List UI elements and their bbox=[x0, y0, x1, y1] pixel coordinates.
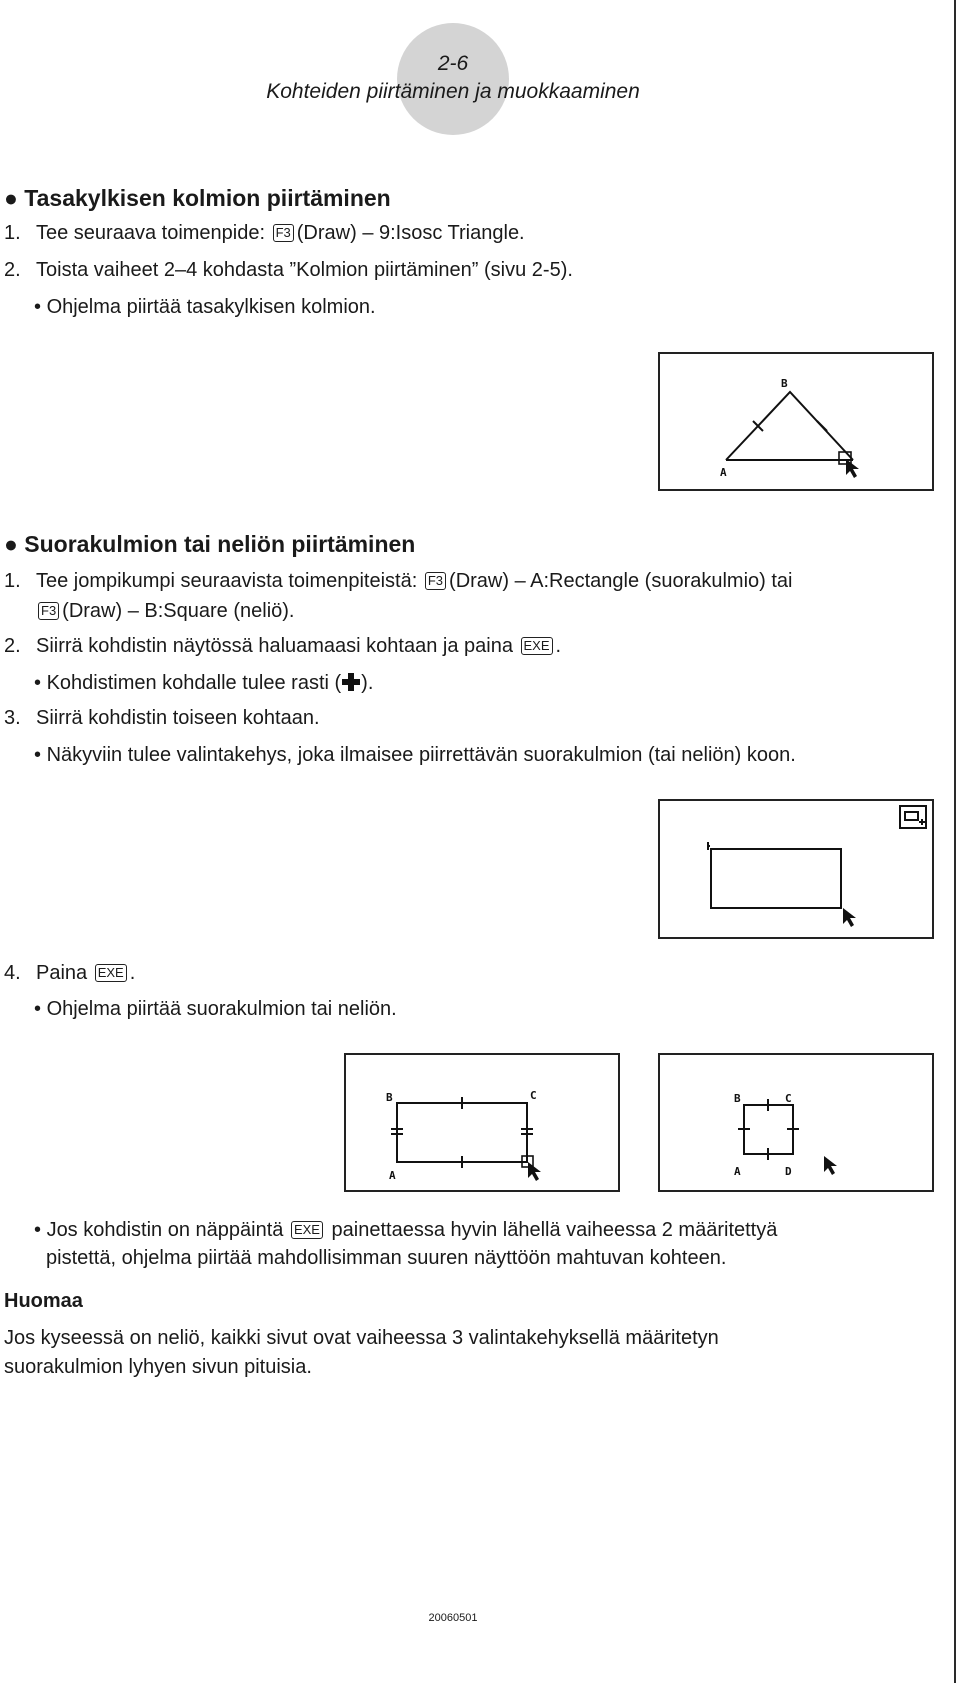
point-b-label: B bbox=[386, 1091, 393, 1104]
page-edge-line bbox=[954, 0, 956, 1683]
exe-key-icon: EXE bbox=[521, 637, 553, 655]
note-text-line-1: Jos kyseessä on neliö, kaikki sivut ovat vaiheessa 3 valintakehyksellä määritetyn bbox=[4, 1327, 719, 1349]
point-a-label: A bbox=[389, 1169, 396, 1182]
screen-isosceles-triangle bbox=[658, 352, 934, 491]
bullet-dot: ● bbox=[4, 185, 25, 211]
point-a-label: A bbox=[720, 466, 727, 479]
note-text-line-2: suorakulmion lyhyen sivun pituisia. bbox=[4, 1356, 312, 1378]
bullet-dot: ● bbox=[4, 531, 25, 557]
section-heading-isosceles: ● Tasakylkisen kolmion piirtäminen bbox=[4, 185, 391, 211]
footer-code: 20060501 bbox=[428, 1612, 478, 1624]
point-b-label: B bbox=[781, 377, 788, 390]
page-number: 2-6 bbox=[437, 52, 469, 75]
triangle-figure bbox=[660, 354, 932, 489]
screen-square bbox=[658, 1053, 934, 1192]
step-1: 1. Tee jompikumpi seuraavista toimenpiteistä: F3 (Draw) – A:Rectangle (suorakulmio) tai bbox=[4, 570, 793, 592]
bullet-selection-frame: • Näkyviin tulee valintakehys, joka ilmaisee piirrettävän suorakulmion (tai neliön) koon. bbox=[34, 744, 796, 766]
point-b-label: B bbox=[734, 1092, 741, 1105]
point-c-label: C bbox=[785, 1092, 792, 1105]
step-1: 1. Tee seuraava toimenpide: F3 (Draw) – 9:Isosc Triangle. bbox=[4, 222, 525, 244]
note-heading: Huomaa bbox=[4, 1290, 83, 1312]
step-1-continuation: F3 (Draw) – B:Square (neliö). bbox=[36, 600, 294, 623]
screen-rectangle bbox=[344, 1053, 620, 1192]
exe-key-icon: EXE bbox=[95, 964, 127, 982]
step-4: 4. Paina EXE . bbox=[4, 962, 136, 984]
bullet-near-point: • Jos kohdistin on näppäintä EXE painettaessa hyvin lähellä vaiheessa 2 määritettyä bbox=[34, 1219, 778, 1241]
section-heading-rectangle: ● Suorakulmion tai neliön piirtäminen bbox=[4, 531, 416, 557]
rectangle-figure bbox=[346, 1055, 618, 1190]
bullet-cursor-cross: • Kohdistimen kohdalle tulee rasti ( ). bbox=[34, 672, 374, 694]
plus-cross-icon bbox=[341, 672, 361, 692]
f3-key-icon: F3 bbox=[425, 572, 446, 590]
step-3: 3. Siirrä kohdistin toiseen kohtaan. bbox=[4, 707, 320, 729]
bullet-near-point-continuation: pistettä, ohjelma piirtää mahdollisimman suuren näyttöön mahtuvan kohteen. bbox=[46, 1247, 727, 1269]
page-title: Kohteiden piirtäminen ja muokkaaminen bbox=[266, 80, 640, 103]
screen-selection-frame bbox=[658, 799, 934, 939]
point-d-label: D bbox=[785, 1165, 792, 1178]
square-figure bbox=[660, 1055, 932, 1190]
bullet-program-draws-triangle: • Ohjelma piirtää tasakylkisen kolmion. bbox=[34, 296, 376, 318]
exe-key-icon: EXE bbox=[291, 1221, 323, 1239]
f3-key-icon: F3 bbox=[273, 224, 294, 242]
selection-frame-figure bbox=[660, 801, 932, 937]
step-2: 2. Toista vaiheet 2–4 kohdasta ”Kolmion piirtäminen” (sivu 2-5). bbox=[4, 259, 573, 281]
point-c-label: C bbox=[530, 1089, 537, 1102]
page-number-badge bbox=[397, 23, 509, 135]
bullet-program-draws-rectangle: • Ohjelma piirtää suorakulmion tai neliön. bbox=[34, 998, 397, 1020]
point-a-label: A bbox=[734, 1165, 741, 1178]
step-2: 2. Siirrä kohdistin näytössä haluamaasi kohtaan ja paina EXE . bbox=[4, 635, 562, 657]
f3-key-icon: F3 bbox=[38, 602, 59, 620]
